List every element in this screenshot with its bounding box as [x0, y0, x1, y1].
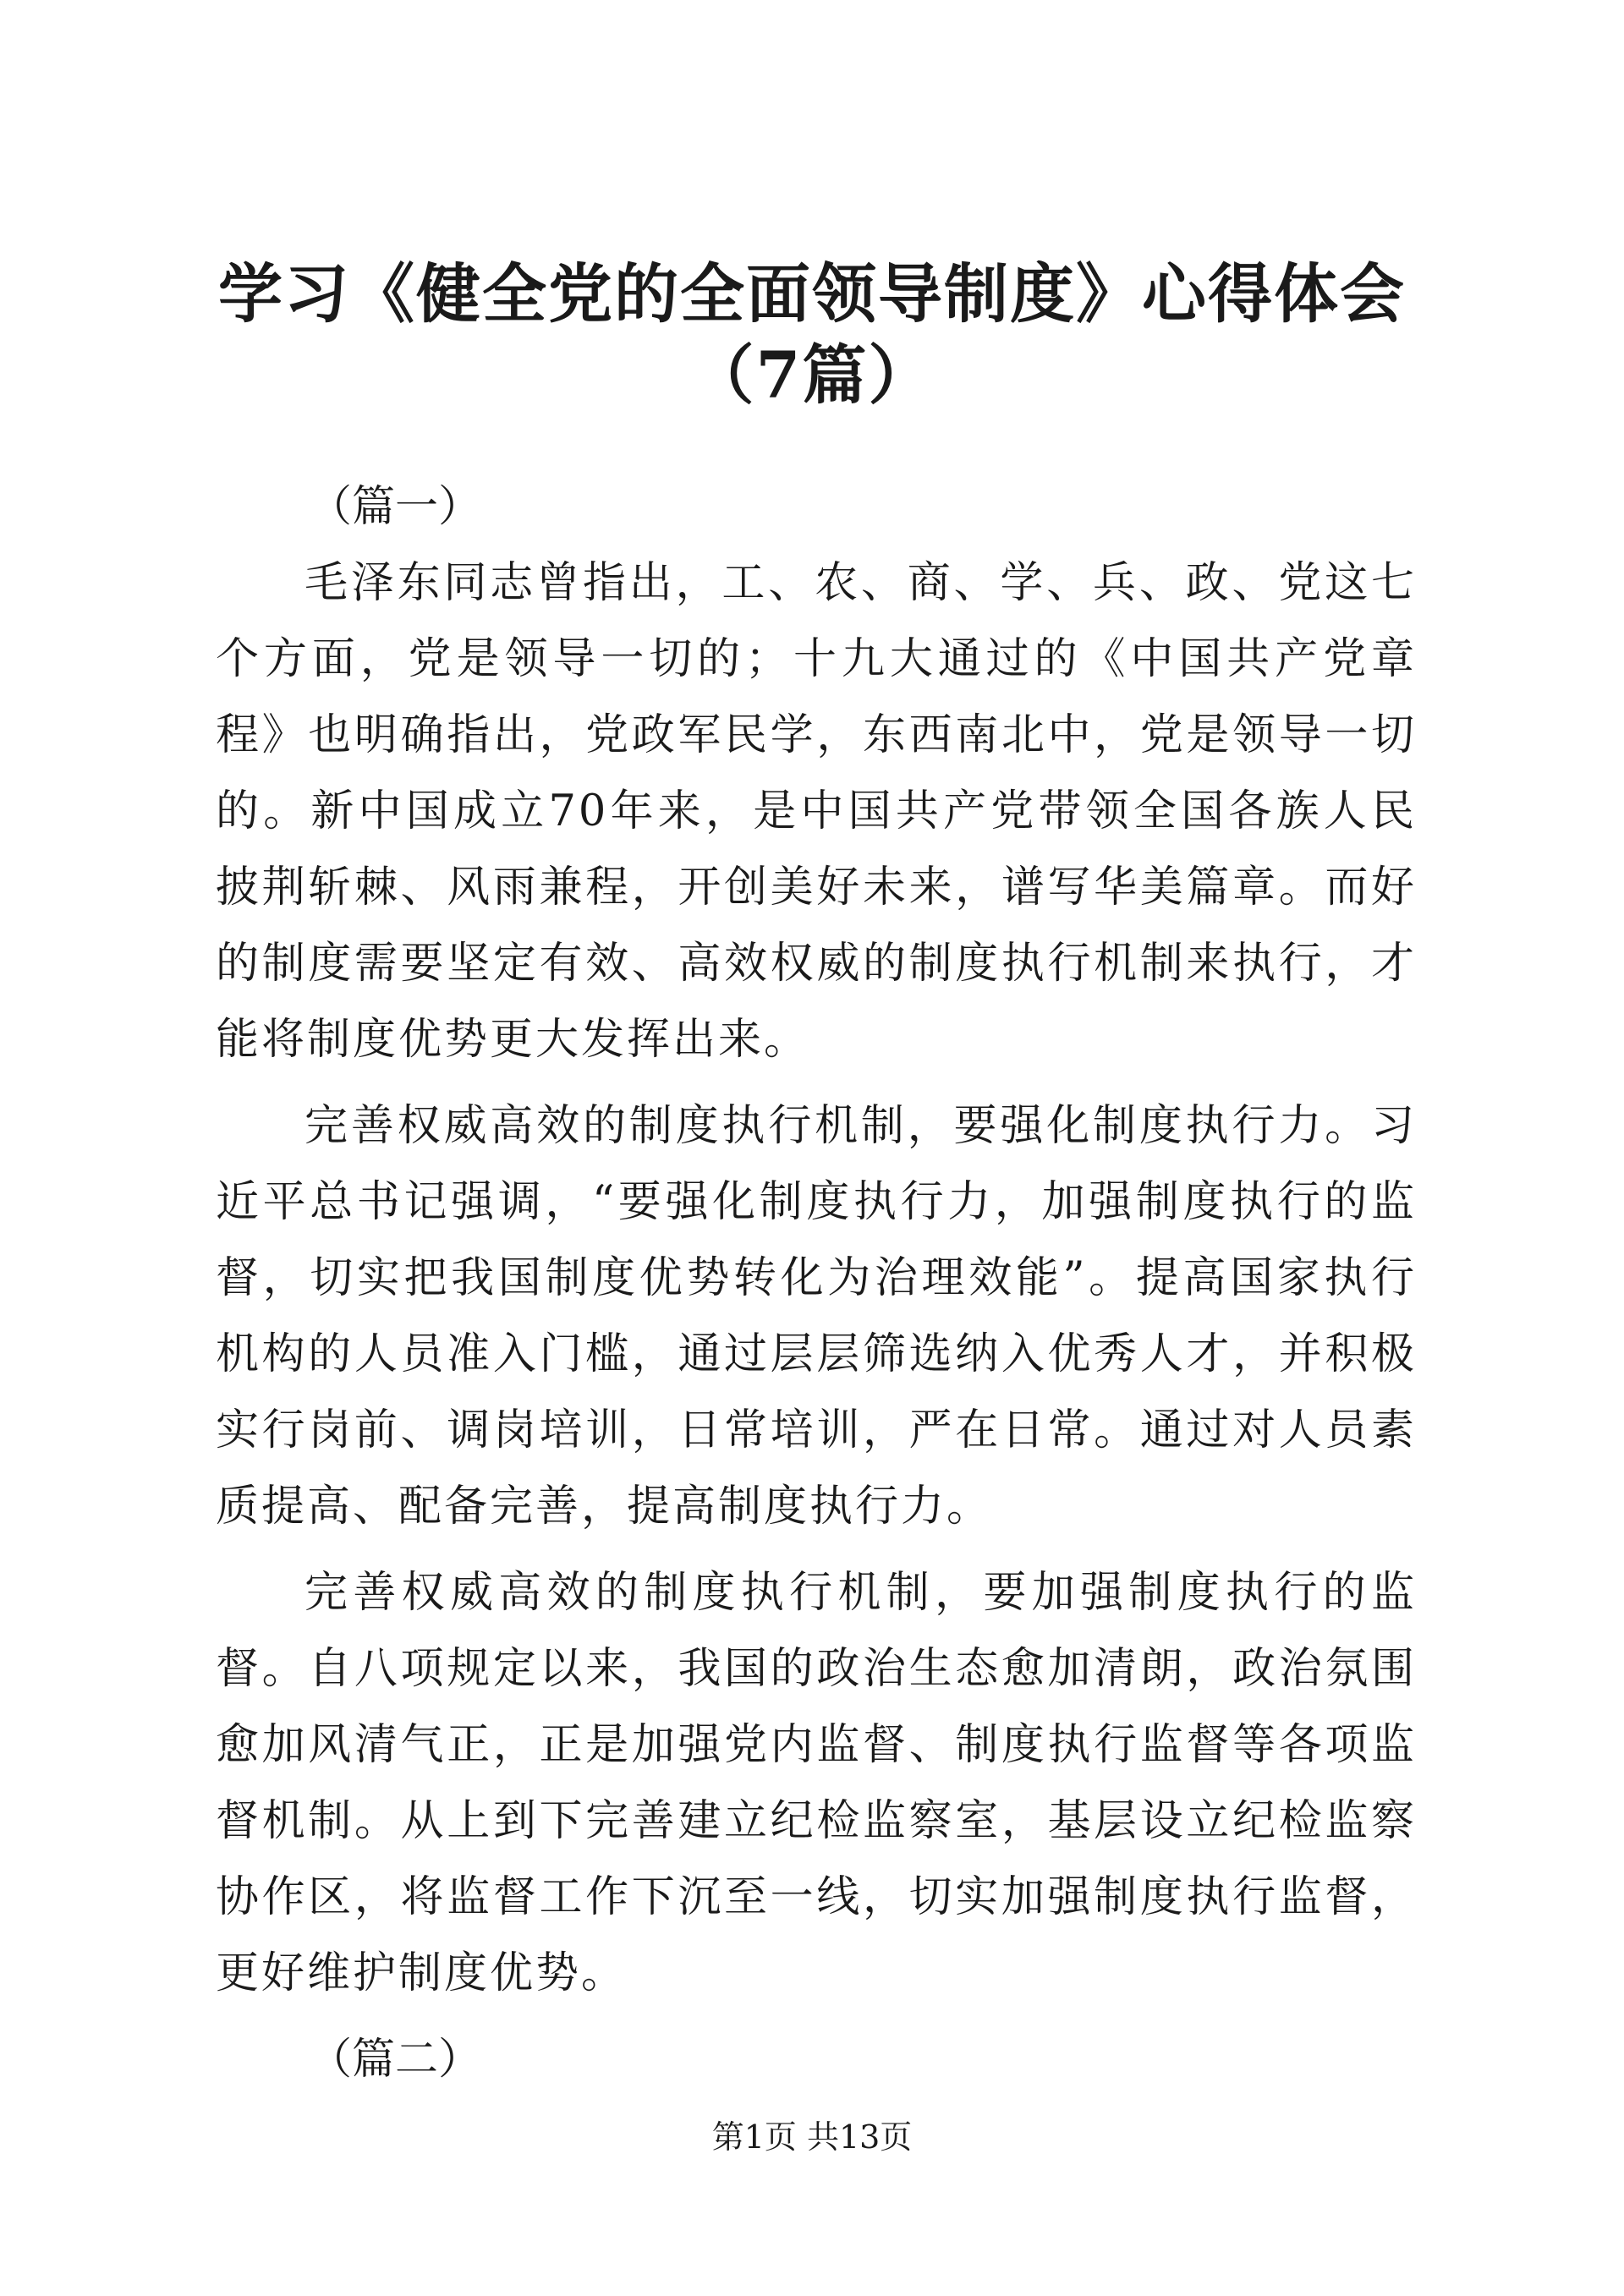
- section-label-1: （篇一）: [309, 482, 482, 532]
- document-body: [216, 469, 1417, 2098]
- paragraph-2: 完善权威高效的制度执行机制，要强化制度执行力。习近平总书记强调，“要强化制度执行力，加强制度执行的监督，切实把我国制度优势转化为治理效能”。提高国家执行机构的人员准入门槛，通过层层筛选纳入优秀人才，并积极实行岗前、调岗培训，日常培训，严在日常。通过对人员素质提高、配备完善，提高制度执行力。: [216, 1101, 1417, 1532]
- paragraph-1: 毛泽东同志曾指出，工、农、商、学、兵、政、党这七个方面，党是领导一切的；十九大通过的《中国共产党章程》也明确指出，党政军民学，东西南北中，党是领导一切的。新中国成立70年来，是中国共产党带领全国各族人民披荆斩棘、风雨兼程，开创美好未来，谱写华美篇章。而好的制度需要坚定有效、高效权威的制度执行机制来执行，才能将制度优势更大发挥出来。: [216, 558, 1417, 1065]
- paragraph-gap: [216, 1078, 1417, 1088]
- paragraph-gap: [216, 2012, 1417, 2022]
- page-footer: 第1页 共13页: [711, 2118, 913, 2156]
- section-label-2: （篇二）: [309, 2035, 482, 2085]
- paragraph-3: 完善权威高效的制度执行机制，要加强制度执行的监督。自八项规定以来，我国的政治生态愈加清朗，政治氛围愈加风清气正，正是加强党内监督、制度执行监督等各项监督机制。从上到下完善建立纪检监察室，基层设立纪检监察协作区，将监督工作下沉至一线，切实加强制度执行监督，更好维护制度优势。: [216, 1568, 1417, 1998]
- paragraph-gap: [216, 1545, 1417, 1555]
- document-title: 学习《健全党的全面领导制度》心得体会（7篇）: [218, 256, 1406, 413]
